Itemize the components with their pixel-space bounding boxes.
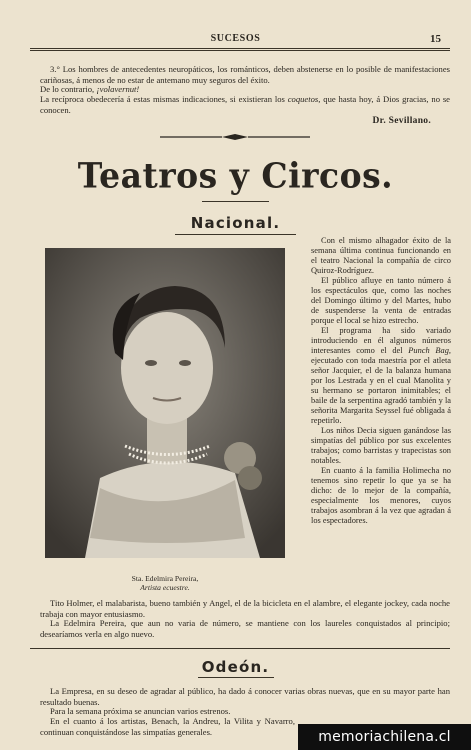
nacional-paragraph-edelmira: La Edelmira Pereira, que aun no varia de número, se mantiene con los laureles conquistados al principio; desearíamos verla en algo nuevo. [40,618,450,639]
caption-role: Artista ecuestre. [140,583,190,592]
nacional-column [311,236,451,526]
col-paragraph: El público afluye en tanto número á los espectáculos que, como las noches del Domingo último y del Martes, hubo de suspenderse la venta de entradas porque el local se hizo estrecho. [311,276,451,325]
section-rule [30,648,450,649]
page-number: 15 [430,33,441,45]
signature: Dr. Sevillano. [372,116,431,126]
col-paragraph: En cuanto á la familia Holimecha no tenemos sino repetir lo que ya se ha dicho: de lo mejor de la compañía, especialmente los menores, cuyos trabajos asombran á la vez que agradan á los espectadores. [311,466,451,525]
title-underline [202,201,269,202]
portrait-photo [45,248,285,558]
odeon-underline [198,677,274,678]
ornament-divider [160,134,310,140]
header-rule [30,48,450,51]
magazine-title: SUCESOS [210,33,261,44]
odeon-paragraph-1: La Empresa, en su deseo de agradar al público, ha dado á conocer varias obras nuevas, que en su mayor parte han resultado buenas. [40,686,450,707]
page-header [0,33,471,47]
section-title-odeon: Odeón. [201,658,270,676]
odeon-paragraph-3: En el cuanto á los artistas, Benach, la Andreu, la Vilita y Navarro, continuan conquistándose las simpatías generales. [40,716,295,737]
intro-paragraph-reciproca: La recíproca obedecería á estas mismas indicaciones, si existieran los coquetos, que hasta hoy, á Dios gracias, no se conocen. [40,94,450,115]
odeon-paragraph-2: Para la semana próxima se anuncian varios estrenos. [50,706,231,716]
nacional-paragraph-tito: Tito Holmer, el malabarista, bueno también y Angel, el de la bicicleta en el alambre, el elegante jockey, cada noche trabaja con mayor entusiasmo. [40,598,450,619]
intro-paragraph-contrario: De lo contrario, ¡volavernut! [40,84,140,94]
watermark-logo: memoriachilena.cl [298,724,471,750]
col-paragraph: Los niños Decia siguen ganándose las simpatías del público por sus excelentes trabajos; como barristas y trapecistas son notables. [311,426,451,465]
nacional-underline [175,234,296,235]
intro-paragraph-3: 3.° Los hombres de antecedentes neuropáticos, los románticos, deben abstenerse en lo posible de manifestaciones cariñosas, á menos de no estar de antemano muy seguros del éxito. [40,64,450,85]
portrait-image [45,248,285,558]
col-paragraph: El programa ha sido variado introduciendo en él algunos números interesantes como el del Punch Bag, ejecutado con toda maestría por el atleta señor Jacquier, el de la balanza humana por los Lestrada y en el cual Manolita y su hermano se portaron inimitables; el baile de la serpentina agradó también y la señorita Margarita Seyssel fué obligada á repetirlo. [311,326,451,425]
section-title-nacional: Nacional. [190,214,281,232]
caption-name: Sta. Edelmira Pereira, [131,574,199,583]
photo-caption [45,574,285,592]
section-main-title: Teatros y Circos. [77,155,394,196]
col-paragraph: Con el mismo alhagador éxito de la semana última continua funcionando en el teatro Nacional la compañía de circo Quiroz-Rodríguez. [311,236,451,275]
